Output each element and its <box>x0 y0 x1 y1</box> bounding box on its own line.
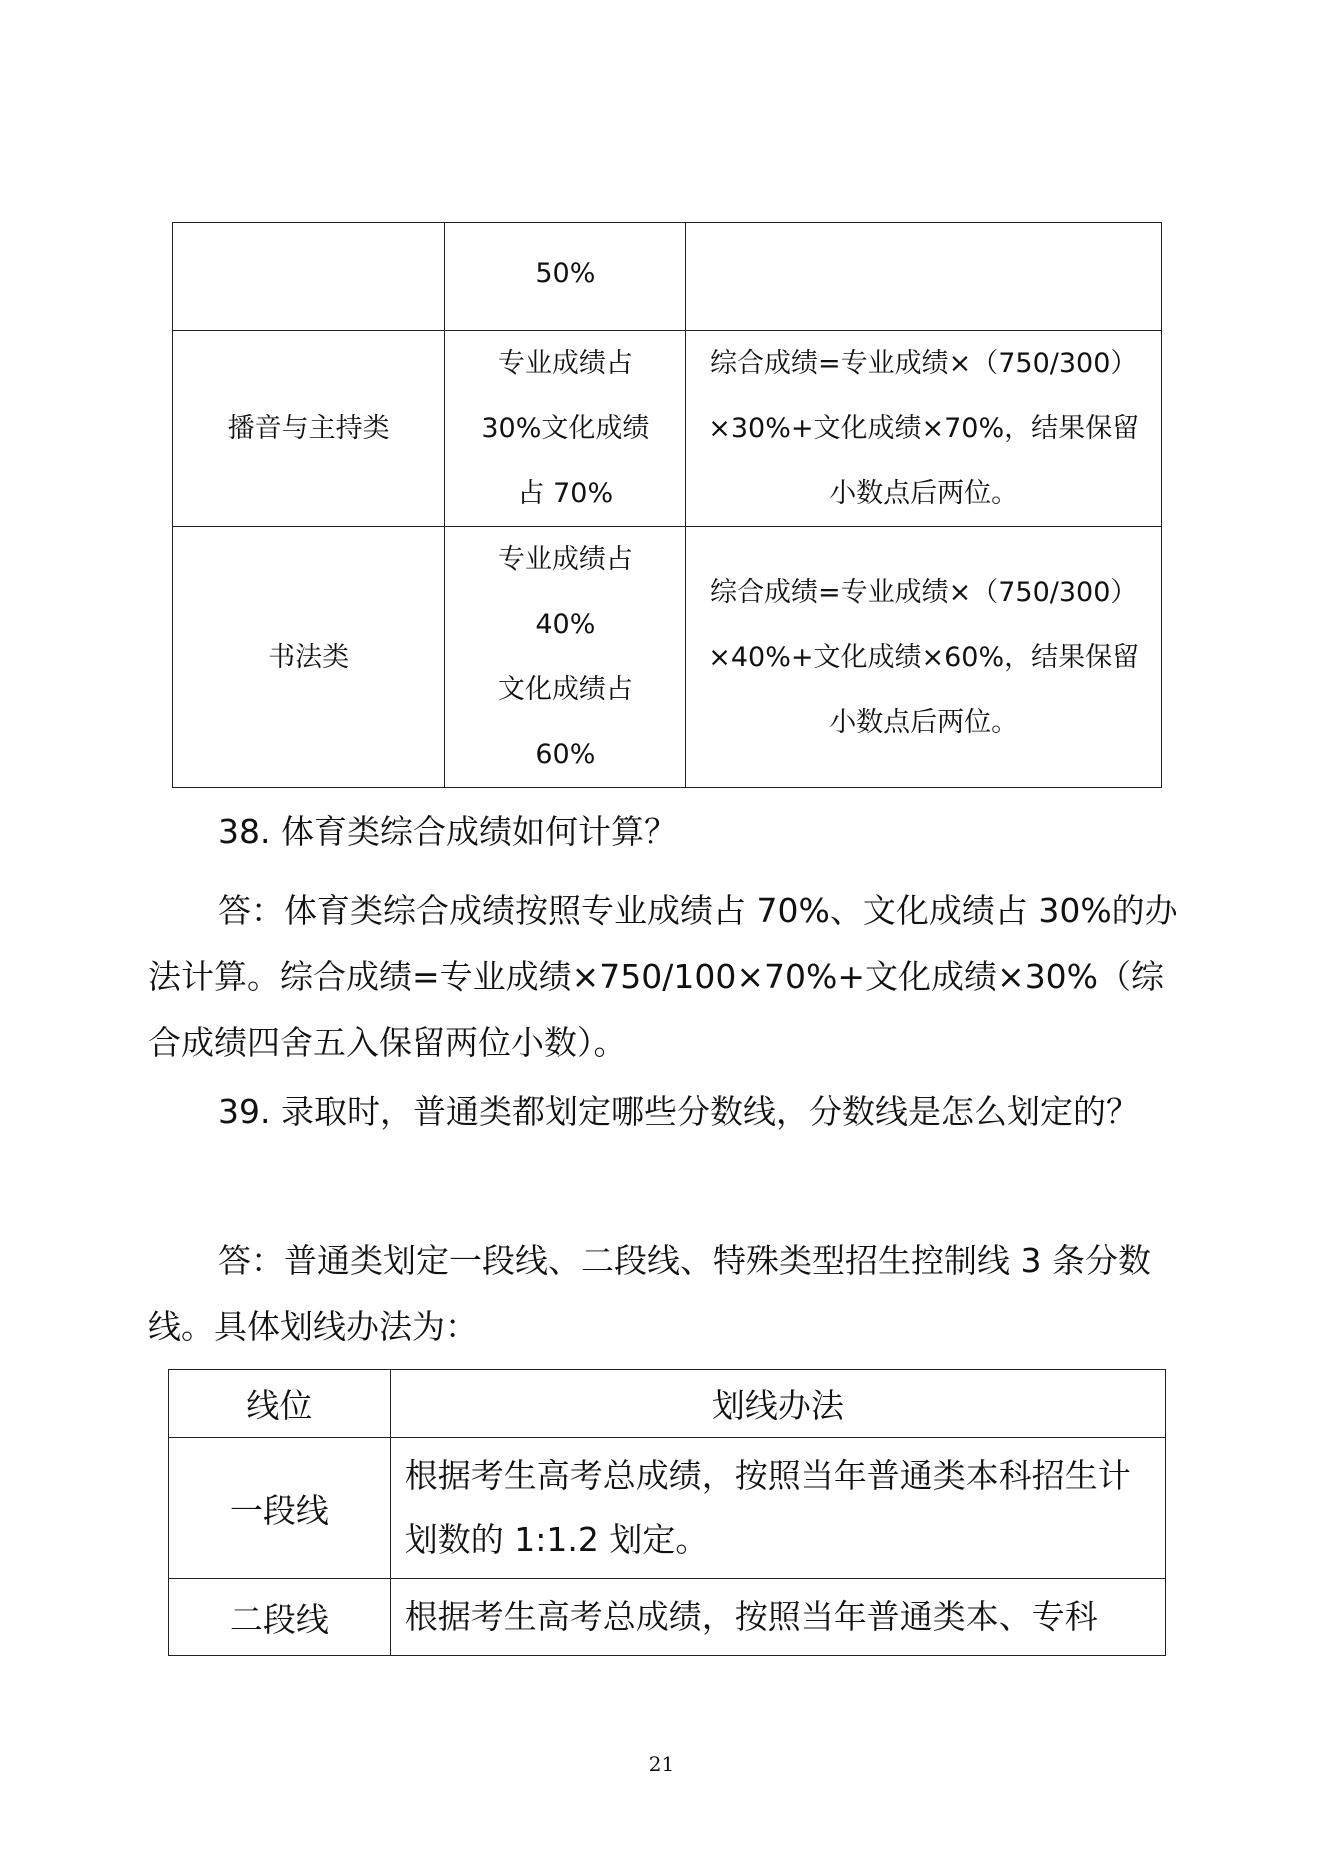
category-cell: 书法类 <box>173 527 445 788</box>
ratio-line: 专业成绩占 <box>497 544 633 575</box>
page-number: 21 <box>648 1752 675 1776</box>
category-cell: 播音与主持类 <box>173 331 445 527</box>
ratio-line: 60% <box>535 739 596 770</box>
formula-line: 小数点后两位。 <box>829 478 1019 509</box>
ratio-line: 40% <box>535 609 596 640</box>
table-row <box>173 331 1162 527</box>
art-scoring-table <box>172 222 1162 788</box>
formula-line: 综合成绩=专业成绩×（750/300） <box>709 576 1138 608</box>
question-39: 39. 录取时，普通类都划定哪些分数线，分数线是怎么划定的？ <box>218 1092 1139 1131</box>
formula-line: ×30%+文化成绩×70%，结果保留 <box>708 413 1140 444</box>
table-row <box>173 223 1162 331</box>
formula-cell <box>686 223 1162 331</box>
line-cell: 一段线 <box>169 1438 391 1579</box>
ratio-cell <box>445 527 686 788</box>
ratio-cell <box>445 331 686 527</box>
method-cell: 根据考生高考总成绩，按照当年普通类本、专科 <box>390 1579 1165 1656</box>
column-header: 划线办法 <box>390 1370 1165 1438</box>
ratio-line: 30%文化成绩 <box>481 413 650 444</box>
formula-line: 小数点后两位。 <box>829 706 1019 738</box>
table-header-row <box>169 1370 1166 1438</box>
table-row <box>169 1438 1166 1579</box>
question-38: 38. 体育类综合成绩如何计算？ <box>218 812 677 851</box>
score-line-table <box>168 1369 1166 1656</box>
answer-39: 答：普通类划定一段线、二段线、特殊类型招生控制线 3 条分数线。具体划线办法为： <box>148 1241 1151 1346</box>
ratio-line: 占 70% <box>517 478 614 509</box>
ratio-line: 专业成绩占 <box>497 348 633 379</box>
answer-38: 答：体育类综合成绩按照专业成绩占 70%、文化成绩占 30%的办法计算。综合成绩=专业成绩×750/100×70%+文化成绩×30%（综合成绩四舍五入保留两位小数）。 <box>148 891 1178 1062</box>
ratio-line: 50% <box>535 258 596 289</box>
formula-line: 综合成绩=专业成绩×（750/300） <box>709 348 1138 379</box>
line-cell: 二段线 <box>169 1579 391 1656</box>
category-cell <box>173 223 445 331</box>
formula-cell <box>686 527 1162 788</box>
table-row <box>173 527 1162 788</box>
ratio-cell <box>445 223 686 331</box>
formula-line: ×40%+文化成绩×60%，结果保留 <box>708 641 1140 673</box>
formula-cell <box>686 331 1162 527</box>
ratio-line: 文化成绩占 <box>497 674 633 705</box>
table-row <box>169 1579 1166 1656</box>
column-header: 线位 <box>169 1370 391 1438</box>
method-cell: 根据考生高考总成绩，按照当年普通类本科招生计划数的 1:1.2 划定。 <box>390 1438 1165 1579</box>
